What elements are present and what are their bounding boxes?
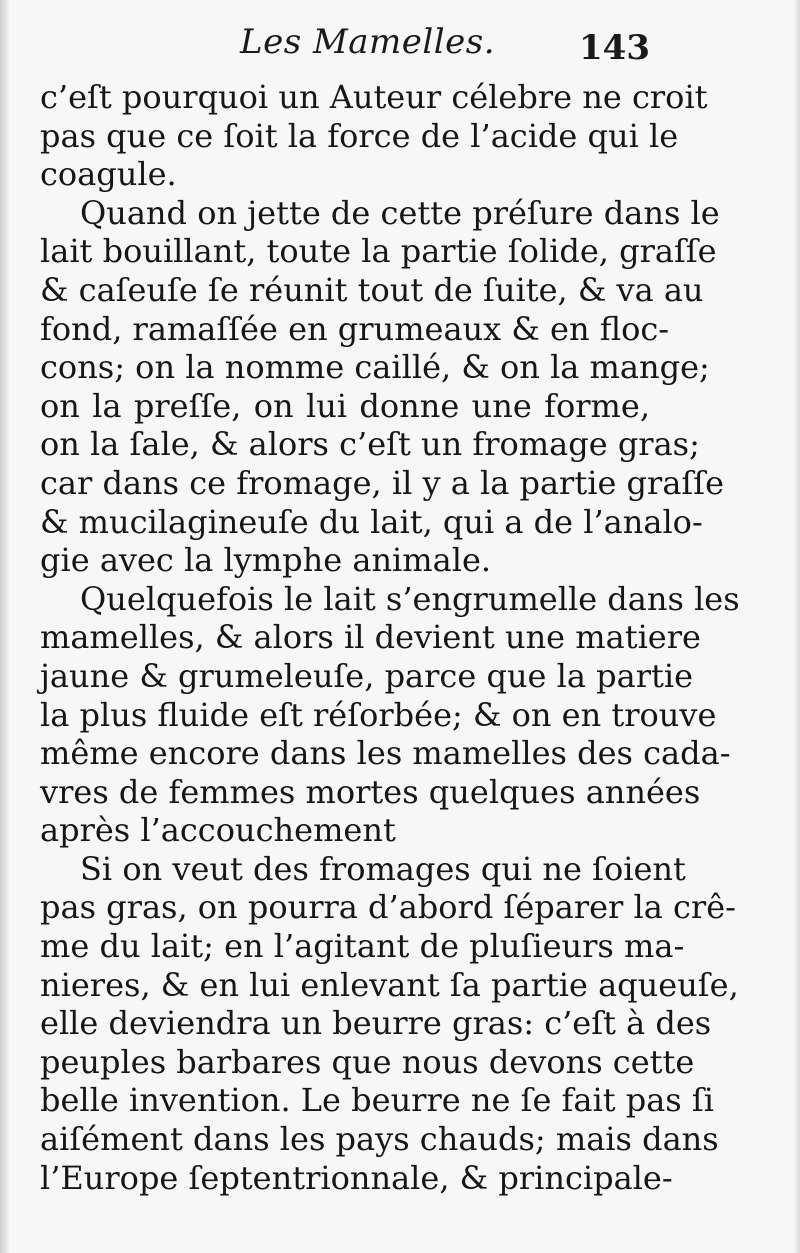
- text-line: mamelles, & alors il devient une matiere: [40, 618, 701, 657]
- text-line: & caſeuſe ſe réunit tout de ſuite, & va au: [40, 270, 704, 309]
- text-line: fond, ramaſſée en grumeaux & en floc-: [40, 309, 670, 348]
- text-line: gie avec la lymphe animale.: [40, 541, 492, 580]
- text-line: peuples barbares que nous devons cette: [40, 1042, 695, 1081]
- text-line: pas que ce ſoit la force de l’acide qui le: [40, 116, 679, 155]
- text-line: vres de femmes mortes quelques années: [40, 772, 701, 811]
- running-title: Les Mamelles.: [240, 22, 496, 62]
- text-line: car dans ce fromage, il y a la partie graſſe: [40, 463, 725, 502]
- text-line: elle deviendra un beurre gras: c’eſt à des: [40, 1004, 712, 1043]
- text-line: c’eſt pourquoi un Auteur célebre ne croit: [40, 78, 708, 116]
- body-text: [40, 78, 740, 1197]
- page-number: 143: [579, 28, 650, 68]
- text-line: même encore dans les mamelles des cada-: [40, 734, 731, 773]
- text-line: aiſément dans les pays chauds; mais dans: [40, 1120, 719, 1159]
- text-line: pas gras, on pourra d’abord ſéparer la crê-: [40, 888, 736, 927]
- text-line: nieres, & en lui enlevant ſa partie aqueuſe,: [40, 965, 739, 1004]
- text-line: coagule.: [40, 155, 177, 194]
- page-gutter-shadow: [0, 0, 10, 1253]
- text-line: belle invention. Le beurre ne ſe fait pas ſi: [40, 1081, 714, 1120]
- text-line: jaune & grumeleuſe, parce que la partie: [40, 656, 694, 695]
- page-header: [40, 22, 650, 72]
- text-line: la plus fluide eſt réſorbée; & on en trouve: [40, 695, 717, 734]
- text-line: me du lait; en l’agitant de pluſieurs ma-: [40, 927, 685, 966]
- page-edge-shadow: [794, 0, 800, 1253]
- text-line: l’Europe ſeptentrionnale, & principale-: [40, 1158, 673, 1197]
- text-line: Quand on jette de cette préſure dans le: [80, 193, 720, 232]
- text-line: après l’accouchement: [40, 811, 396, 850]
- text-line: lait bouillant, toute la partie ſolide, graſſe: [40, 232, 717, 271]
- text-line: & mucilagineuſe du lait, qui a de l’analo-: [40, 502, 703, 541]
- text-line: Si on veut des fromages qui ne ſoient: [80, 849, 686, 888]
- text-line: on la preſſe, on lui donne une forme,: [40, 386, 650, 425]
- text-line: on la ſale, & alors c’eſt un fromage gras;: [40, 425, 700, 464]
- text-line: Quelquefois le lait s’engrumelle dans les: [80, 579, 740, 618]
- text-line: cons; on la nomme caillé, & on la mange;: [40, 348, 710, 387]
